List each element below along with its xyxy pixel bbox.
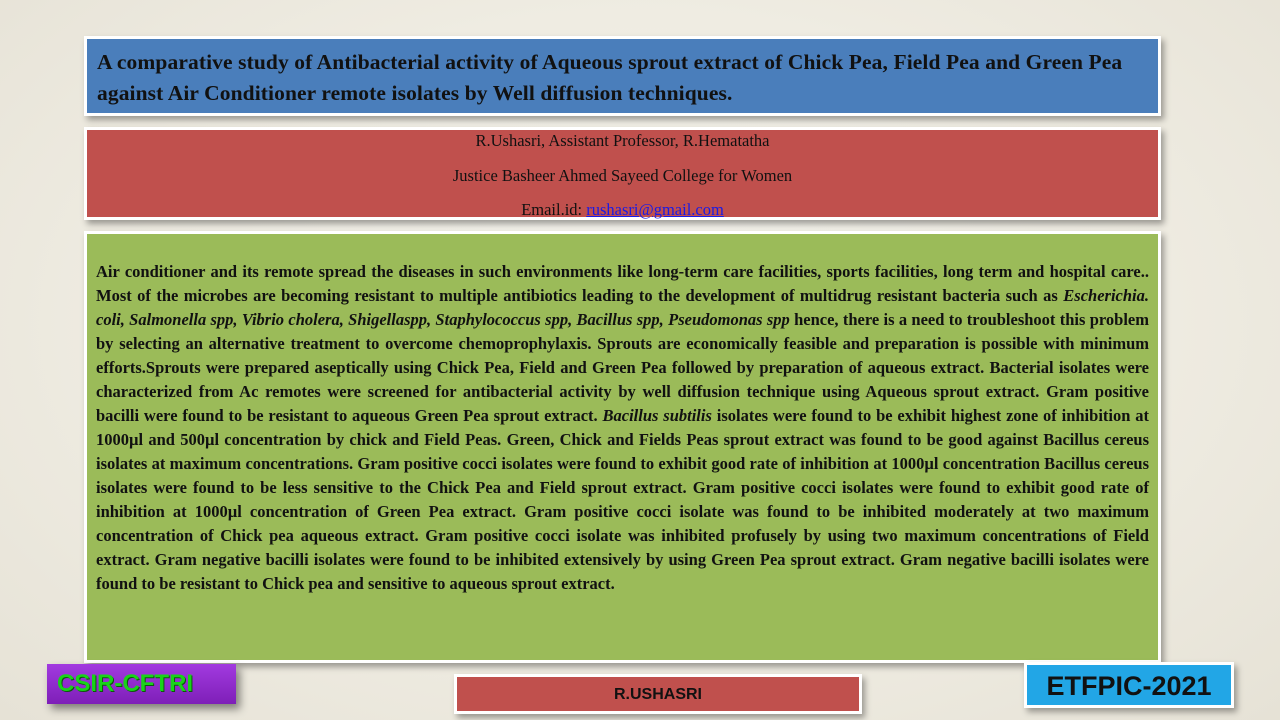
abstract-part2: hence, there is a need to troubleshoot this problem by selecting an alternative treatment to overcome chemoprophylaxis. Sprouts are economically feasible and preparation is possible with minimum efforts.Sprouts were prepared aseptically using Chick Pea, Field and Green Pea followed by preparation of aqueous extract. Bacterial isolates were characterized from Ac remotes were screened for antibacterial activity by well diffusion technique using Aqueous sprout extract. Gram positive bacilli were found to be resistant to aqueous Green Pea sprout extract. bbox=[96, 310, 1150, 425]
institution-name: Justice Basheer Ahmed Sayeed College for Women bbox=[452, 166, 793, 185]
abstract-part1: Air conditioner and its remote spread the diseases in such environments like long-term care facilities, sports facilities, long term and hospital care.. Most of the microbes are becoming resistant to multiple antibiotics leading to the development of multidrug resistant bacteria such as bbox=[96, 262, 1149, 305]
abstract-panel bbox=[84, 231, 1161, 663]
poster-title: A comparative study of Antibacterial activity of Aqueous sprout extract of Chick Pea, Field Pea and Green Pea against Air Conditioner remote isolates by Well diffusion techniques. bbox=[97, 50, 1123, 105]
email-link[interactable]: rushasri@gmail.com bbox=[586, 200, 724, 219]
email-line bbox=[87, 200, 1158, 220]
presenter-name: R.USHASRI bbox=[454, 674, 862, 714]
abstract-organisms: Escherichia. coli, Salmonella spp, Vibrio cholera, Shigellaspp, Staphylococcus spp, Bacillus spp, Pseudomonas spp bbox=[96, 286, 1149, 329]
title-panel bbox=[84, 36, 1161, 116]
abstract-part3: isolates were found to be exhibit highest zone of inhibition at 1000µl and 500µl concentration by chick and Field Peas. Green, Chick and Fields Peas sprout extract was found to be good against Bacillus cereus isolates at maximum concentrations. Gram positive cocci isolates were found to exhibit good rate of inhibition at 1000µl concentration Bacillus cereus isolates were found to be less sensitive to the Chick Pea and Field sprout extract. Gram positive cocci isolates were found to exhibit good rate of inhibition at 1000µl concentration of Green Pea extract. Gram positive cocci isolate was found to be inhibited moderately at two maximum concentration of Chick pea aqueous extract. Gram positive cocci isolate was inhibited profusely by using two maximum concentrations of Field extract. Gram negative bacilli isolates were found to be inhibited extensively by using Green Pea sprout extract. Gram negative bacilli isolates were found to be resistant to Chick pea and sensitive to aqueous sprout extract. bbox=[96, 406, 1149, 593]
author-panel bbox=[84, 127, 1161, 220]
author-names: R.Ushasri, Assistant Professor, R.Hematatha bbox=[475, 131, 770, 150]
conference-label: ETFPIC-2021 bbox=[1024, 662, 1234, 708]
abstract-bacillus: Bacillus subtilis bbox=[602, 406, 712, 425]
email-label: Email.id: bbox=[521, 200, 583, 219]
abstract-text bbox=[96, 260, 1149, 596]
csir-cftri-label: CSIR-CFTRI bbox=[47, 664, 236, 704]
